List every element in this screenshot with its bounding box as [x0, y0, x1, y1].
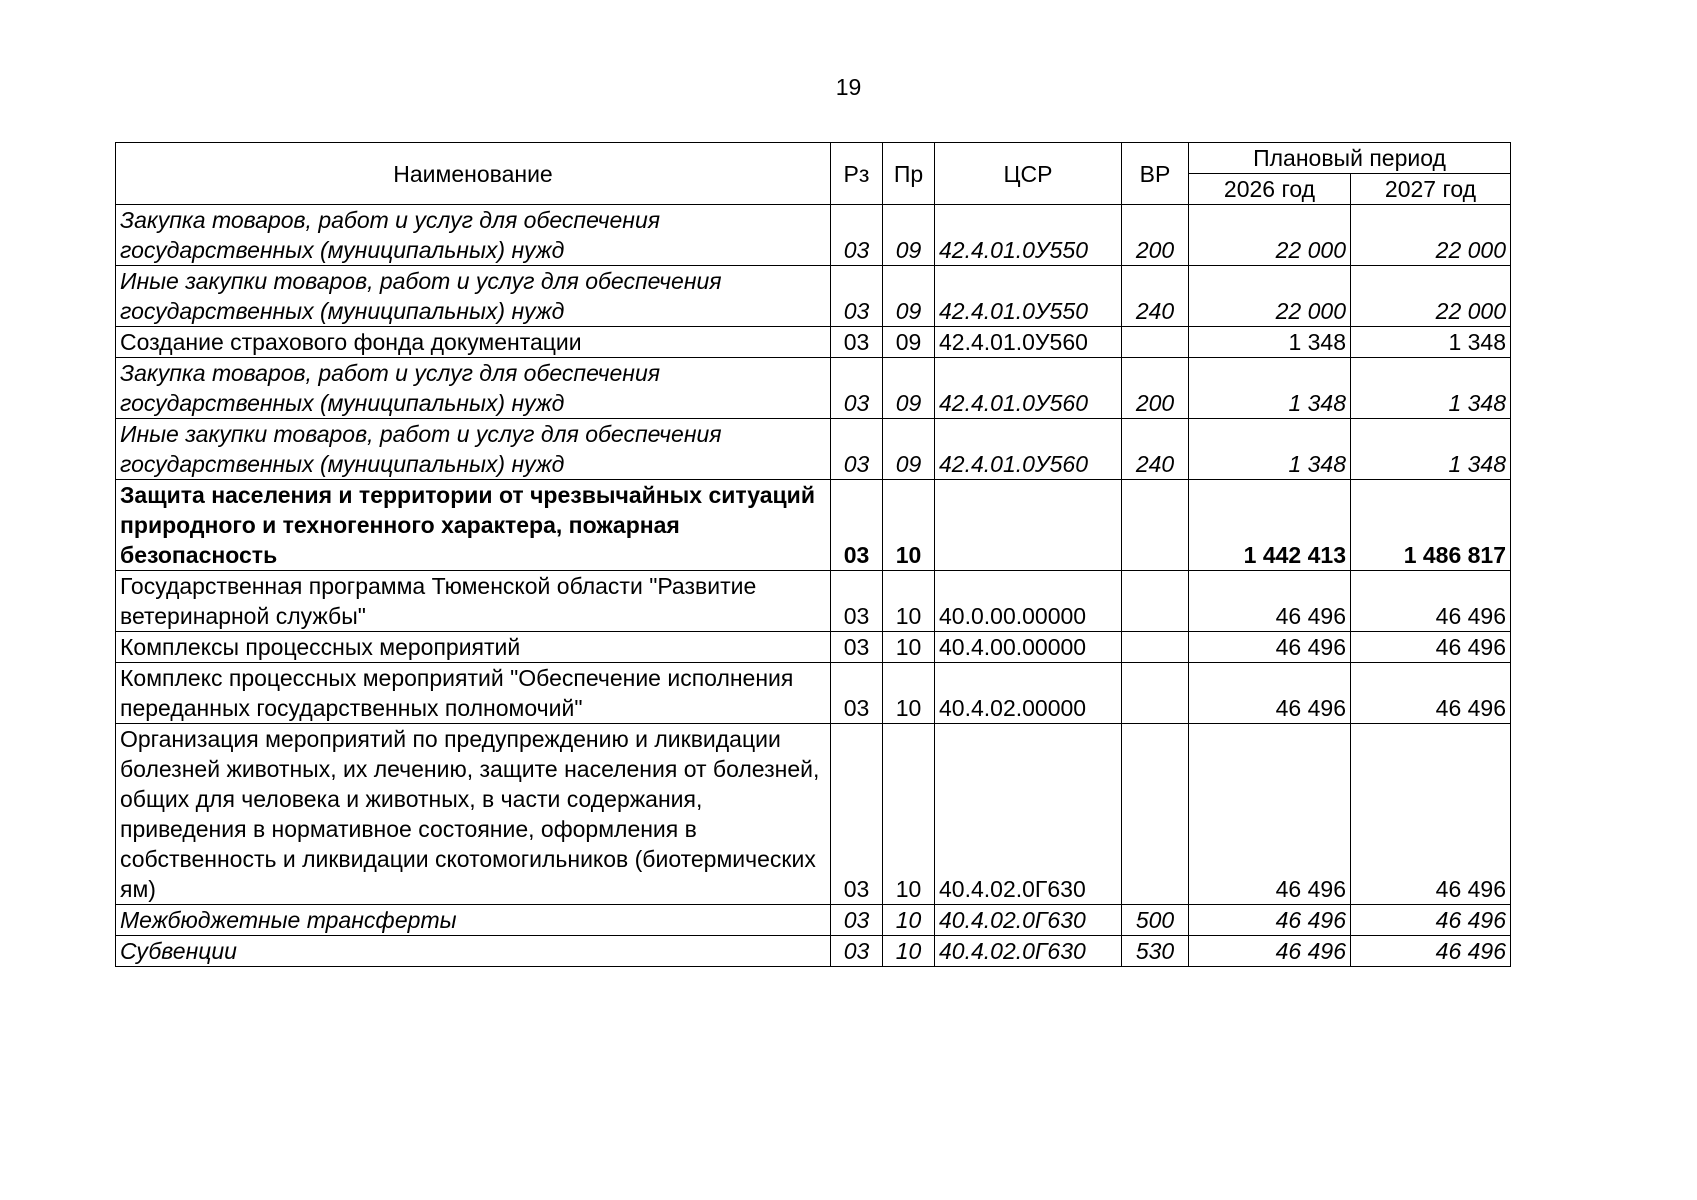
cell-csr: 42.4.01.0У550 [935, 205, 1122, 266]
cell-pr: 09 [883, 327, 935, 358]
table-row [116, 571, 1511, 632]
table-body [116, 205, 1511, 967]
cell-rz: 03 [831, 266, 883, 327]
cell-2026: 46 496 [1189, 571, 1351, 632]
cell-csr: 42.4.01.0У560 [935, 419, 1122, 480]
table-row [116, 936, 1511, 967]
header-csr: ЦСР [935, 143, 1122, 205]
cell-csr: 40.4.02.0Г630 [935, 724, 1122, 905]
cell-2027: 22 000 [1351, 205, 1511, 266]
cell-rz: 03 [831, 936, 883, 967]
cell-vr [1122, 632, 1189, 663]
cell-2027: 46 496 [1351, 905, 1511, 936]
cell-pr: 10 [883, 480, 935, 571]
cell-pr: 09 [883, 266, 935, 327]
cell-vr [1122, 571, 1189, 632]
header-pr: Пр [883, 143, 935, 205]
cell-vr: 240 [1122, 266, 1189, 327]
cell-rz: 03 [831, 724, 883, 905]
cell-vr [1122, 724, 1189, 905]
cell-2027: 1 486 817 [1351, 480, 1511, 571]
cell-csr: 40.4.00.00000 [935, 632, 1122, 663]
table-row [116, 358, 1511, 419]
cell-name: Межбюджетные трансферты [116, 905, 831, 936]
cell-vr: 200 [1122, 358, 1189, 419]
cell-rz: 03 [831, 571, 883, 632]
cell-csr: 40.4.02.00000 [935, 663, 1122, 724]
table-row [116, 266, 1511, 327]
cell-vr: 530 [1122, 936, 1189, 967]
table-row [116, 905, 1511, 936]
cell-2027: 46 496 [1351, 936, 1511, 967]
cell-2026: 46 496 [1189, 724, 1351, 905]
cell-csr: 40.4.02.0Г630 [935, 936, 1122, 967]
cell-name: Организация мероприятий по предупреждению и ликвидации болезней животных, их лечению, защите населения от болезней, общих для человека и животных, в части содержания, приведения в нормативное состояние, оформления в собственность и ликвидации скотомогильников (биотермических ям) [116, 724, 831, 905]
cell-name: Закупка товаров, работ и услуг для обеспечения государственных (муниципальных) нужд [116, 358, 831, 419]
cell-pr: 09 [883, 419, 935, 480]
cell-pr: 10 [883, 905, 935, 936]
table-row [116, 632, 1511, 663]
cell-2026: 46 496 [1189, 905, 1351, 936]
cell-rz: 03 [831, 905, 883, 936]
cell-name: Защита населения и территории от чрезвычайных ситуаций природного и техногенного характера, пожарная безопасность [116, 480, 831, 571]
cell-pr: 10 [883, 724, 935, 905]
cell-csr: 42.4.01.0У550 [935, 266, 1122, 327]
cell-pr: 10 [883, 663, 935, 724]
cell-name: Закупка товаров, работ и услуг для обеспечения государственных (муниципальных) нужд [116, 205, 831, 266]
cell-2027: 46 496 [1351, 663, 1511, 724]
cell-csr: 40.0.00.00000 [935, 571, 1122, 632]
cell-name: Комплексы процессных мероприятий [116, 632, 831, 663]
cell-2026: 46 496 [1189, 936, 1351, 967]
cell-vr [1122, 480, 1189, 571]
cell-vr [1122, 327, 1189, 358]
cell-csr: 42.4.01.0У560 [935, 358, 1122, 419]
cell-name: Иные закупки товаров, работ и услуг для обеспечения государственных (муниципальных) нужд [116, 266, 831, 327]
table-row [116, 419, 1511, 480]
table-row [116, 480, 1511, 571]
header-name: Наименование [116, 143, 831, 205]
cell-pr: 10 [883, 571, 935, 632]
header-rz: Рз [831, 143, 883, 205]
cell-2026: 22 000 [1189, 266, 1351, 327]
cell-rz: 03 [831, 327, 883, 358]
cell-vr [1122, 663, 1189, 724]
cell-2027: 46 496 [1351, 571, 1511, 632]
cell-pr: 09 [883, 205, 935, 266]
cell-vr: 500 [1122, 905, 1189, 936]
header-year-2026: 2026 год [1189, 174, 1351, 205]
cell-name: Иные закупки товаров, работ и услуг для обеспечения государственных (муниципальных) нужд [116, 419, 831, 480]
cell-2027: 46 496 [1351, 632, 1511, 663]
cell-csr: 42.4.01.0У560 [935, 327, 1122, 358]
cell-2027: 22 000 [1351, 266, 1511, 327]
cell-2027: 1 348 [1351, 327, 1511, 358]
cell-2026: 1 348 [1189, 327, 1351, 358]
table-row [116, 663, 1511, 724]
table-row [116, 327, 1511, 358]
cell-2026: 46 496 [1189, 632, 1351, 663]
cell-csr: 40.4.02.0Г630 [935, 905, 1122, 936]
cell-rz: 03 [831, 205, 883, 266]
cell-2027: 1 348 [1351, 358, 1511, 419]
cell-name: Субвенции [116, 936, 831, 967]
header-planned-period: Плановый период [1189, 143, 1511, 174]
cell-2027: 1 348 [1351, 419, 1511, 480]
header-vr: ВР [1122, 143, 1189, 205]
cell-2027: 46 496 [1351, 724, 1511, 905]
table-row [116, 205, 1511, 266]
cell-2026: 1 348 [1189, 358, 1351, 419]
cell-2026: 22 000 [1189, 205, 1351, 266]
cell-name: Комплекс процессных мероприятий "Обеспечение исполнения переданных государственных полномочий" [116, 663, 831, 724]
cell-rz: 03 [831, 419, 883, 480]
cell-rz: 03 [831, 358, 883, 419]
cell-rz: 03 [831, 663, 883, 724]
cell-pr: 09 [883, 358, 935, 419]
cell-rz: 03 [831, 480, 883, 571]
cell-2026: 1 442 413 [1189, 480, 1351, 571]
cell-name: Создание страхового фонда документации [116, 327, 831, 358]
cell-vr: 240 [1122, 419, 1189, 480]
cell-name: Государственная программа Тюменской области "Развитие ветеринарной службы" [116, 571, 831, 632]
budget-table [115, 142, 1511, 967]
cell-vr: 200 [1122, 205, 1189, 266]
cell-pr: 10 [883, 632, 935, 663]
cell-rz: 03 [831, 632, 883, 663]
cell-pr: 10 [883, 936, 935, 967]
page-number: 19 [835, 74, 862, 100]
header-year-2027: 2027 год [1351, 174, 1511, 205]
table-header [116, 143, 1511, 205]
cell-csr [935, 480, 1122, 571]
table-row [116, 724, 1511, 905]
cell-2026: 1 348 [1189, 419, 1351, 480]
cell-2026: 46 496 [1189, 663, 1351, 724]
